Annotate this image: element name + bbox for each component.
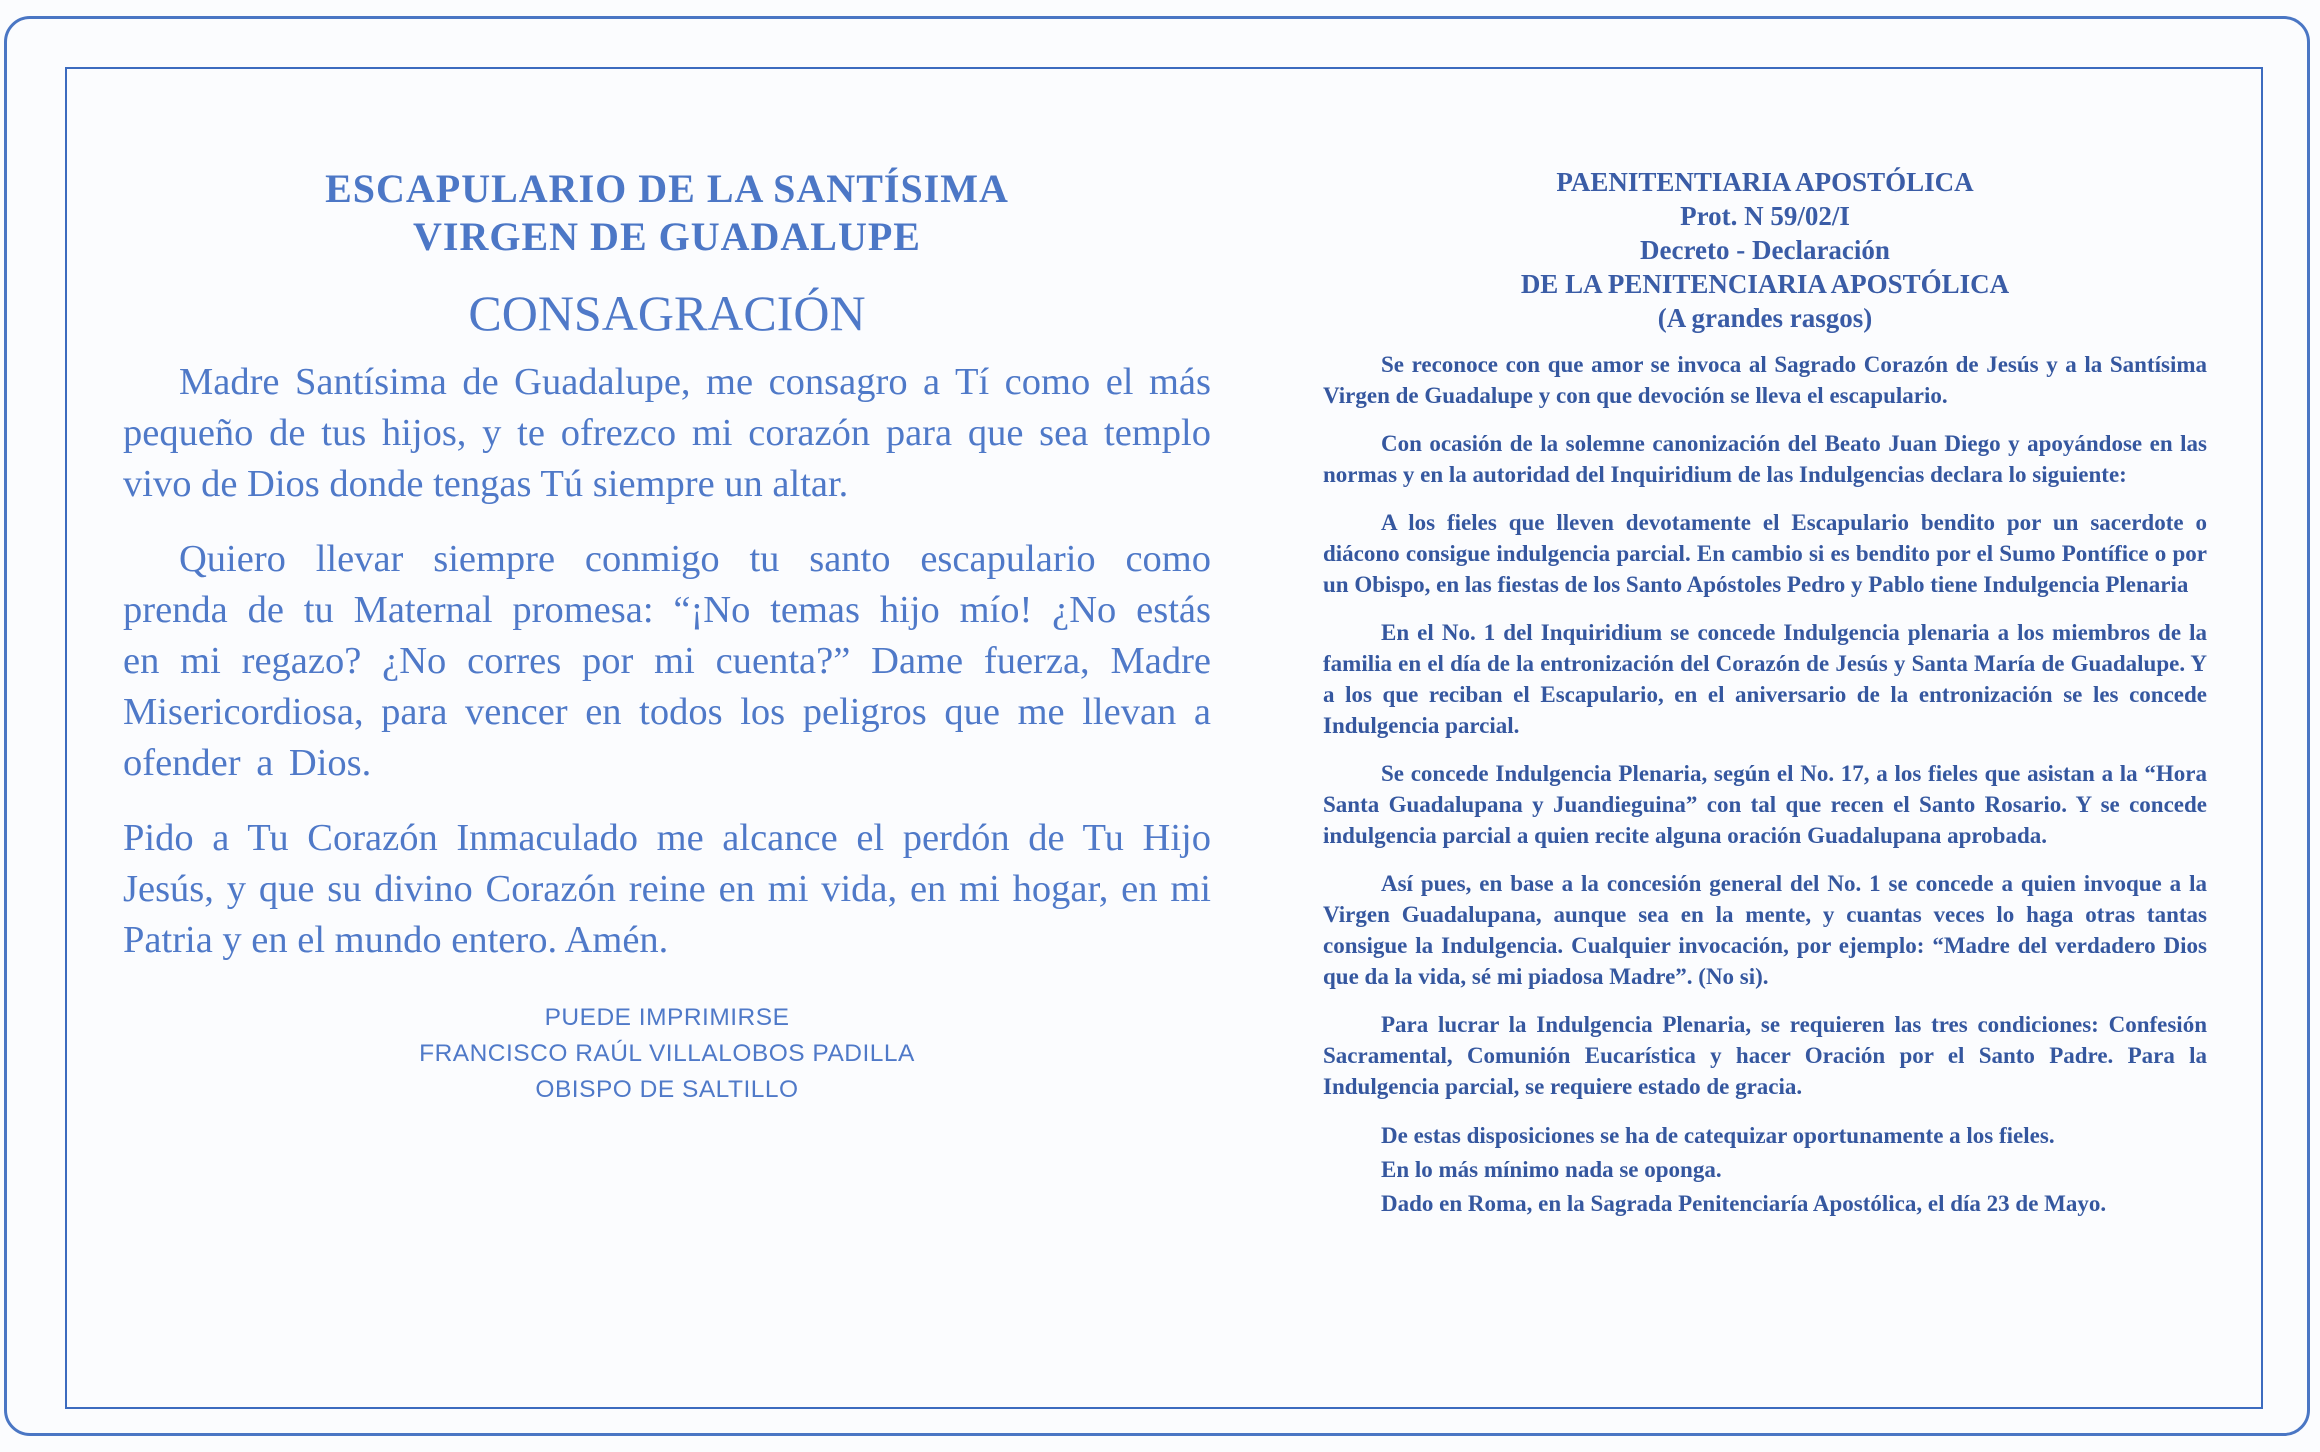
inner-frame xyxy=(65,67,2263,1409)
imprimatur-block xyxy=(123,1000,1211,1108)
consecration-panel xyxy=(67,69,1267,1407)
imprimatur-line: PUEDE IMPRIMIRSE xyxy=(544,1004,790,1031)
closing-line: De estas disposiciones se ha de catequizar oportunamente a los fieles. xyxy=(1381,1123,2055,1148)
decree-paragraph: En el No. 1 del Inquiridium se concede Indulgencia plenaria a los miembros de la familia en el día de la entronización del Corazón de Jesús y Santa María de Guadalupe. Y a los que reciban el Escapulario, en el aniversario de la entronización se les concede Indulgencia parcial. xyxy=(1323,620,2207,738)
consecration-heading: CONSAGRACIÓN xyxy=(468,285,866,341)
prayer-paragraph: Pido a Tu Corazón Inmaculado me alcance el perdón de Tu Hijo Jesús, y que su divino Corazón reine en mi vida, en mi hogar, en mi Patria y en el mundo entero. Amén. xyxy=(123,817,1211,961)
scapular-title-line2: VIRGEN DE GUADALUPE xyxy=(413,214,921,259)
scapular-card xyxy=(4,16,2310,1436)
decree-subtitle: (A grandes rasgos) xyxy=(1657,303,1873,333)
decree-paragraph: Se concede Indulgencia Plenaria, según el No. 17, a los fieles que asistan a la “Hora Santa Guadalupana y Juandieguina” con tal que recen el Santo Rosario. Y se concede indulgencia parcial a quien recite alguna oración Guadalupana aprobada. xyxy=(1323,761,2207,848)
closing-date-line: Dado en Roma, en la Sagrada Penitenciaría Apostólica, el día 23 de Mayo. xyxy=(1381,1191,2107,1216)
decree-paragraph: Se reconoce con que amor se invoca al Sagrado Corazón de Jesús y a la Santísima Virgen de Guadalupe y con que devoción se lleva el escapulario. xyxy=(1323,352,2207,408)
scapular-title-line1: ESCAPULARIO DE LA SANTÍSIMA xyxy=(325,166,1009,211)
scapular-title xyxy=(123,165,1211,261)
decree-header xyxy=(1323,165,2207,335)
closing-line: En lo más mínimo nada se oponga. xyxy=(1381,1157,1722,1182)
prayer-paragraph: Madre Santísima de Guadalupe, me consagro a Tí como el más pequeño de tus hijos, y te ofrezco mi corazón para que sea templo vivo de Dios donde tengas Tú siempre un altar. xyxy=(123,361,1211,505)
decree-paragraph: Con ocasión de la solemne canonización del Beato Juan Diego y apoyándose en las normas y en la autoridad del Inquiridium de las Indulgencias declara lo siguiente: xyxy=(1323,431,2207,487)
bishop-name: FRANCISCO RAÚL VILLALOBOS PADILLA xyxy=(419,1040,915,1067)
bishop-title: OBISPO DE SALTILLO xyxy=(535,1076,799,1103)
decree-paragraph: Así pues, en base a la concesión general del No. 1 se concede a quien invoque a la Virgen Guadalupana, aunque sea en la mente, y cuantas veces lo haga otras tantas consigue la Indulgencia. Cualquier invocación, por ejemplo: “Madre del verdadero Dios que da la vida, sé mi piadosa Madre”. (No si). xyxy=(1323,871,2207,989)
decree-panel xyxy=(1267,69,2263,1407)
protocol-number: Prot. N 59/02/I xyxy=(1680,201,1850,231)
decree-header-line: PAENITENTIARIA APOSTÓLICA xyxy=(1556,167,1974,197)
decree-paragraph: A los fieles que lleven devotamente el Escapulario bendito por un sacerdote o diácono consigue indulgencia parcial. En cambio si es bendito por el Sumo Pontífice o por un Obispo, en las fiestas de los Santo Apóstoles Pedro y Pablo tiene Indulgencia Plenaria xyxy=(1323,510,2207,597)
decree-header-line: Decreto - Declaración xyxy=(1640,235,1890,265)
prayer-paragraph: Quiero llevar siempre conmigo tu santo escapulario como prenda de tu Maternal promesa: “¡No temas hijo mío! ¿No estás en mi regazo? ¿No corres por mi cuenta?” Dame fuerza, Madre Misericordiosa, para vencer en todos los peligros que me llevan a ofender a Dios. xyxy=(123,538,1211,784)
decree-paragraph: Para lucrar la Indulgencia Plenaria, se requieren las tres condiciones: Confesión Sacramental, Comunión Eucarística y hacer Oración por el Santo Padre. Para la Indulgencia parcial, se requiere estado de gracia. xyxy=(1323,1012,2207,1099)
decree-closing xyxy=(1323,1119,2207,1221)
decree-header-line: DE LA PENITENCIARIA APOSTÓLICA xyxy=(1520,269,2010,299)
